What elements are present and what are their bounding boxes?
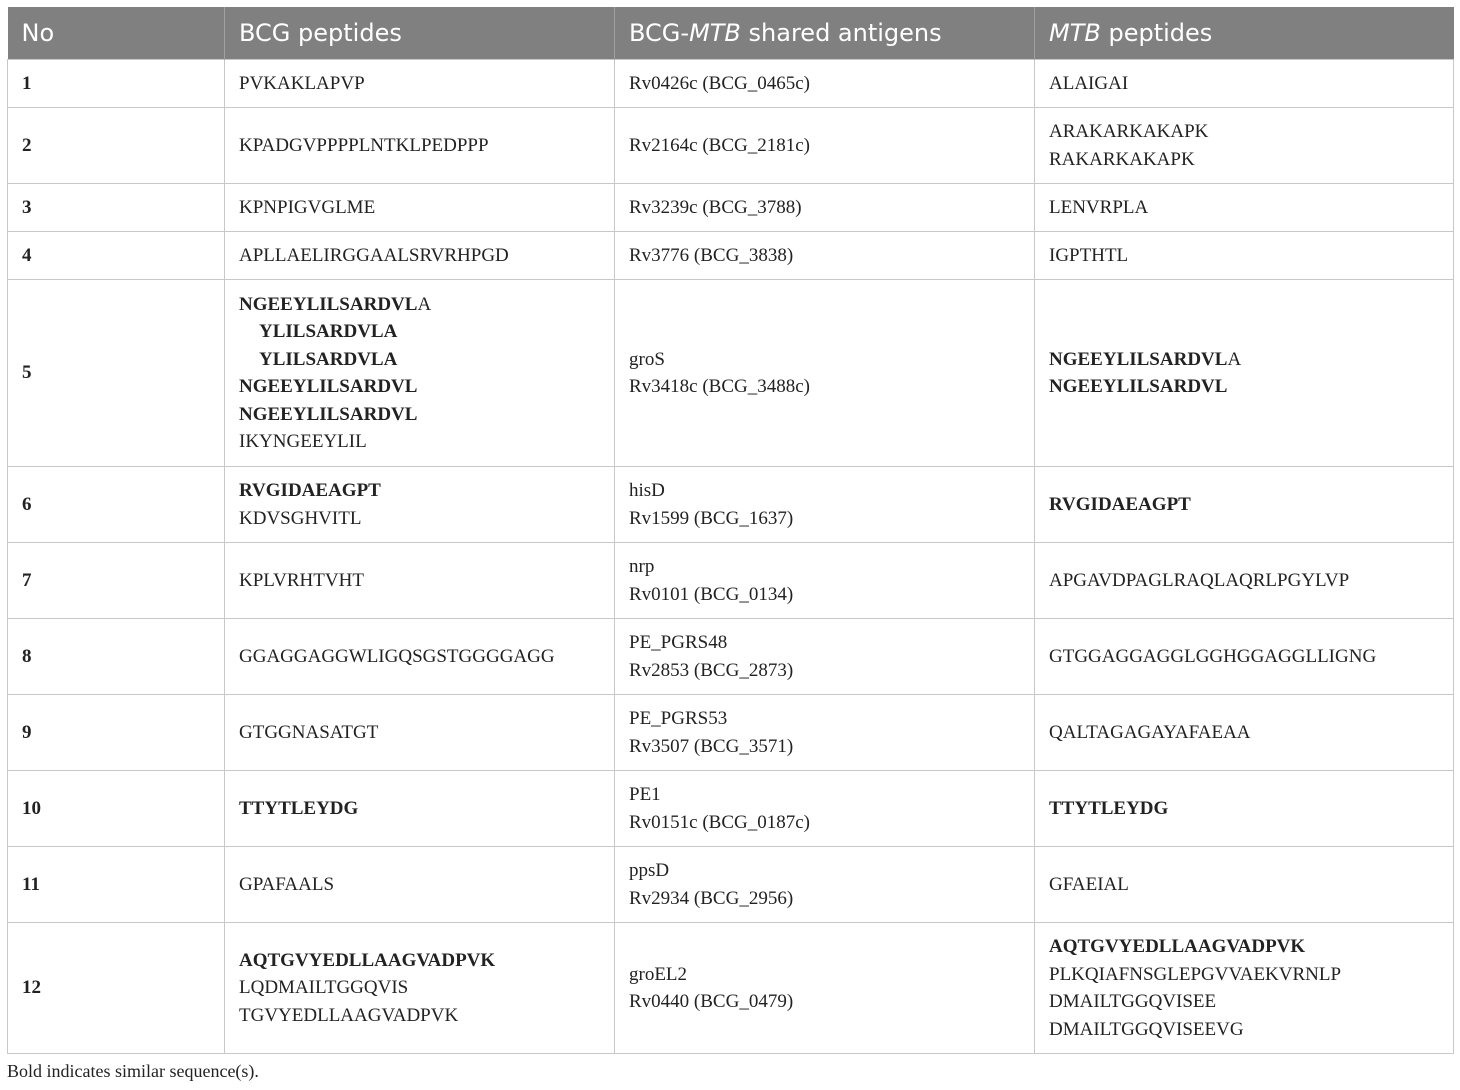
mtb-peptide: APGAVDPAGLRAQLAQRLPGYLVP (1049, 569, 1350, 591)
bcg-peptides-cell (225, 232, 615, 280)
bcg-peptide-bold: NGEEYLILSARDVL (239, 293, 418, 315)
shared-antigen-gene: PE_PGRS53 (629, 708, 728, 729)
table-row (8, 619, 1454, 695)
header-shared-italic: MTB (689, 19, 741, 47)
bcg-peptide: TGVYEDLLAAGVADPVK (239, 1004, 459, 1026)
bcg-peptide: IKYNGEEYLIL (239, 431, 367, 452)
bcg-peptide: GGAGGAGGWLIGQSGSTGGGGAGG (239, 645, 555, 667)
header-mtb-italic: MTB (1049, 19, 1101, 47)
mtb-peptides-cell (1035, 108, 1454, 184)
header-no: No (8, 7, 225, 60)
table-header-row (8, 7, 1454, 60)
row-number: 6 (8, 467, 225, 543)
bcg-peptide: KPADGVPPPPLNTKLPEDPPP (239, 134, 489, 156)
mtb-peptide-tail: A (1227, 348, 1242, 370)
shared-antigen: Rv0151c (BCG_0187c) (629, 811, 811, 833)
mtb-peptide: LENVRPLA (1049, 196, 1149, 218)
bcg-peptides-cell (225, 695, 615, 771)
bcg-peptide: NGEEYLILSARDVL (239, 376, 418, 397)
row-number: 11 (8, 847, 225, 923)
mtb-peptide: NGEEYLILSARDVL (1049, 376, 1228, 397)
bcg-peptide: GTGGNASATGT (239, 721, 379, 743)
shared-antigen-gene: groEL2 (629, 963, 688, 985)
header-shared-prefix: BCG- (629, 19, 690, 47)
mtb-peptide-line (1049, 346, 1453, 374)
shared-antigens-cell (615, 695, 1035, 771)
table-row (8, 108, 1454, 184)
row-number: 7 (8, 543, 225, 619)
bcg-peptide: KDVSGHVITL (239, 507, 362, 529)
shared-antigen: Rv0440 (BCG_0479) (629, 991, 794, 1012)
shared-antigens-cell (615, 108, 1035, 184)
table-row (8, 695, 1454, 771)
row-number: 3 (8, 184, 225, 232)
table-row (8, 771, 1454, 847)
shared-antigens-cell (615, 619, 1035, 695)
bcg-peptide: NGEEYLILSARDVL (239, 403, 418, 425)
bcg-peptide-tail: A (417, 293, 432, 315)
header-shared-suffix: shared antigens (740, 19, 942, 47)
mtb-peptide: PLKQIAFNSGLEPGVVAEKVRNLP (1049, 963, 1342, 985)
shared-antigen: Rv2853 (BCG_2873) (629, 659, 794, 681)
shared-antigen-gene: PE_PGRS48 (629, 632, 728, 653)
mtb-peptides-cell (1035, 60, 1454, 108)
shared-antigen: Rv3239c (BCG_3788) (629, 196, 802, 218)
bcg-peptides-cell (225, 847, 615, 923)
peptide-table (7, 7, 1454, 1054)
shared-antigen: Rv1599 (BCG_1637) (629, 507, 794, 529)
row-number: 9 (8, 695, 225, 771)
bcg-peptides-cell (225, 280, 615, 467)
bcg-peptide: YLILSARDVLA (259, 321, 398, 342)
mtb-peptide: IGPTHTL (1049, 244, 1129, 266)
mtb-peptide: RVGIDAEAGPT (1049, 493, 1191, 515)
header-shared-antigens (615, 7, 1035, 60)
shared-antigens-cell (615, 923, 1035, 1054)
bcg-peptide: KPNPIGVGLME (239, 196, 376, 218)
mtb-peptide: TTYTLEYDG (1049, 797, 1169, 819)
shared-antigen-gene: PE1 (629, 784, 661, 805)
shared-antigens-cell (615, 467, 1035, 543)
mtb-peptide: DMAILTGGQVISEEVG (1049, 1018, 1244, 1040)
header-mtb-suffix: peptides (1100, 19, 1213, 47)
bcg-peptide: GPAFAALS (239, 873, 335, 895)
bcg-peptide: AQTGVYEDLLAAGVADPVK (239, 949, 496, 971)
row-number: 2 (8, 108, 225, 184)
peptide-table-container (7, 7, 1453, 1054)
shared-antigen: Rv2934 (BCG_2956) (629, 887, 794, 909)
bcg-peptides-cell (225, 184, 615, 232)
mtb-peptides-cell (1035, 232, 1454, 280)
header-bcg-peptides: BCG peptides (225, 7, 615, 60)
bcg-peptides-cell (225, 619, 615, 695)
shared-antigen: Rv3418c (BCG_3488c) (629, 376, 811, 397)
mtb-peptides-cell (1035, 771, 1454, 847)
row-number: 12 (8, 923, 225, 1054)
shared-antigen: Rv3507 (BCG_3571) (629, 735, 794, 757)
mtb-peptide: ARAKARKAKAPK (1049, 121, 1209, 142)
mtb-peptide: GTGGAGGAGGLGGHGGAGGLLIGNG (1049, 645, 1377, 667)
bcg-peptide: KPLVRHTVHT (239, 569, 364, 591)
shared-antigen: Rv3776 (BCG_3838) (629, 244, 794, 266)
bcg-peptides-cell (225, 60, 615, 108)
shared-antigens-cell (615, 60, 1035, 108)
table-row (8, 467, 1454, 543)
mtb-peptide: RAKARKAKAPK (1049, 148, 1195, 170)
table-row (8, 923, 1454, 1054)
shared-antigen-gene: ppsD (629, 860, 670, 881)
bcg-peptides-cell (225, 923, 615, 1054)
table-row (8, 184, 1454, 232)
table-row (8, 232, 1454, 280)
bcg-peptides-cell (225, 467, 615, 543)
mtb-peptide-bold: NGEEYLILSARDVL (1049, 348, 1228, 370)
shared-antigen: Rv2164c (BCG_2181c) (629, 134, 811, 156)
shared-antigen: Rv0101 (BCG_0134) (629, 583, 794, 605)
shared-antigens-cell (615, 280, 1035, 467)
bcg-peptide: RVGIDAEAGPT (239, 480, 381, 501)
bcg-peptide: YLILSARDVLA (259, 348, 398, 370)
row-number: 1 (8, 60, 225, 108)
shared-antigen: Rv0426c (BCG_0465c) (629, 72, 811, 94)
mtb-peptide: AQTGVYEDLLAAGVADPVK (1049, 936, 1306, 957)
bcg-peptide-line (239, 291, 614, 319)
table-row (8, 60, 1454, 108)
shared-antigens-cell (615, 543, 1035, 619)
mtb-peptides-cell (1035, 184, 1454, 232)
shared-antigens-cell (615, 232, 1035, 280)
shared-antigens-cell (615, 847, 1035, 923)
row-number: 4 (8, 232, 225, 280)
bcg-peptides-cell (225, 771, 615, 847)
shared-antigen-gene: hisD (629, 480, 665, 501)
mtb-peptides-cell (1035, 543, 1454, 619)
bcg-peptide: APLLAELIRGGAALSRVRHPGD (239, 244, 509, 266)
mtb-peptide: ALAIGAI (1049, 72, 1129, 94)
bcg-peptides-cell (225, 108, 615, 184)
shared-antigen-gene: nrp (629, 556, 655, 577)
shared-antigens-cell (615, 184, 1035, 232)
mtb-peptides-cell (1035, 280, 1454, 467)
bcg-peptide: PVKAKLAPVP (239, 72, 365, 94)
table-row (8, 280, 1454, 467)
mtb-peptides-cell (1035, 847, 1454, 923)
mtb-peptides-cell (1035, 619, 1454, 695)
table-footnote: Bold indicates similar sequence(s). (7, 1061, 259, 1081)
mtb-peptide: GFAEIAL (1049, 873, 1129, 895)
bcg-peptides-cell (225, 543, 615, 619)
mtb-peptide: DMAILTGGQVISEE (1049, 991, 1217, 1012)
table-row (8, 847, 1454, 923)
bcg-peptide: LQDMAILTGGQVIS (239, 977, 409, 999)
bcg-peptide: TTYTLEYDG (239, 797, 359, 819)
mtb-peptides-cell (1035, 467, 1454, 543)
shared-antigen-gene: groS (629, 348, 665, 370)
header-mtb-peptides (1035, 7, 1454, 60)
row-number: 5 (8, 280, 225, 467)
row-number: 10 (8, 771, 225, 847)
row-number: 8 (8, 619, 225, 695)
table-row (8, 543, 1454, 619)
mtb-peptide: QALTAGAGAYAFAEAA (1049, 721, 1251, 743)
shared-antigens-cell (615, 771, 1035, 847)
mtb-peptides-cell (1035, 923, 1454, 1054)
mtb-peptides-cell (1035, 695, 1454, 771)
